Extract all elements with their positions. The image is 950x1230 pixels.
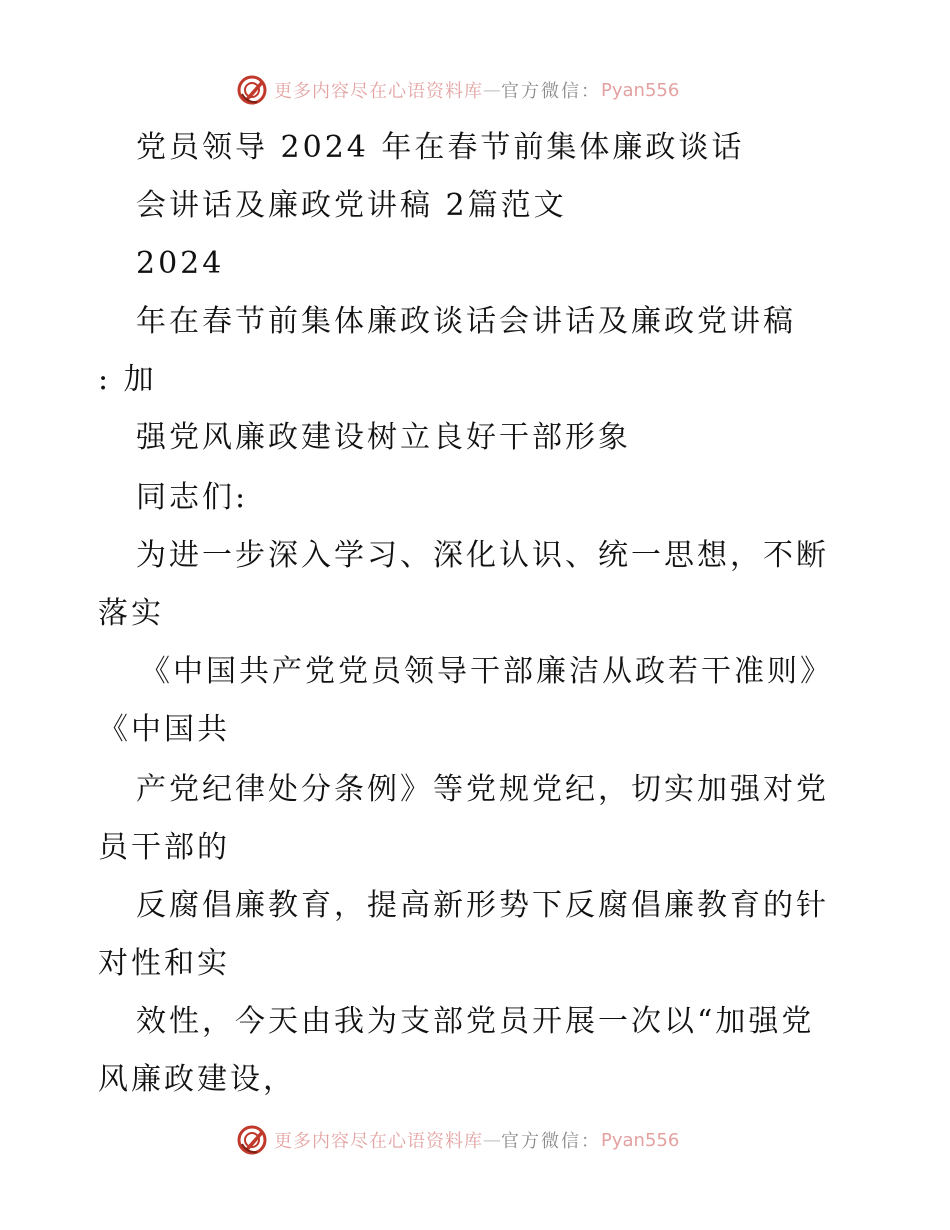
body-line: 年在春节前集体廉政谈话会讲话及廉政党讲稿 — [136, 304, 796, 339]
body-line: 效性，今天由我为支部党员开展一次以“加强党 — [136, 1004, 815, 1039]
body-line: 为进一步深入学习、深化认识、统一思想，不断 — [136, 538, 829, 573]
body-line: 反腐倡廉教育，提高新形势下反腐倡廉教育的针 — [136, 888, 829, 923]
watermark-official-label: 官方微信： — [501, 1131, 601, 1152]
document-title-line-2: 会讲话及廉政党讲稿 2篇范文 — [136, 188, 567, 223]
watermark-wechat-id: Pyan556 — [601, 79, 680, 101]
watermark-main-text: 更多内容尽在心语资料库 — [274, 1131, 483, 1152]
body-line: 《中国共产党党员领导干部廉洁从政若干准则》 — [140, 654, 833, 689]
body-line: 强党风廉政建设树立良好干部形象 — [136, 420, 631, 455]
body-line: : 加 — [98, 362, 157, 397]
body-line: 2024 — [136, 246, 225, 281]
body-line: 产党纪律处分条例》等党规党纪，切实加强对党 — [136, 772, 829, 807]
watermark-main-text: 更多内容尽在心语资料库 — [274, 81, 483, 102]
body-line: 同志们: — [136, 480, 249, 515]
brand-logo-icon — [236, 1124, 268, 1156]
document-title-line-1: 党员领导 2024 年在春节前集体廉政谈话 — [136, 130, 745, 165]
body-line: 员干部的 — [98, 830, 230, 865]
footer-watermark — [236, 1124, 679, 1156]
watermark-official-label: 官方微信： — [501, 81, 601, 102]
body-line: 风廉政建设， — [98, 1062, 296, 1097]
watermark-separator: — — [483, 1129, 501, 1151]
body-line: 《中国共 — [98, 712, 230, 747]
watermark-separator: — — [483, 79, 501, 101]
body-line: 对性和实 — [98, 946, 230, 981]
body-line: 落实 — [98, 596, 164, 631]
watermark-wechat-id: Pyan556 — [601, 1129, 680, 1151]
